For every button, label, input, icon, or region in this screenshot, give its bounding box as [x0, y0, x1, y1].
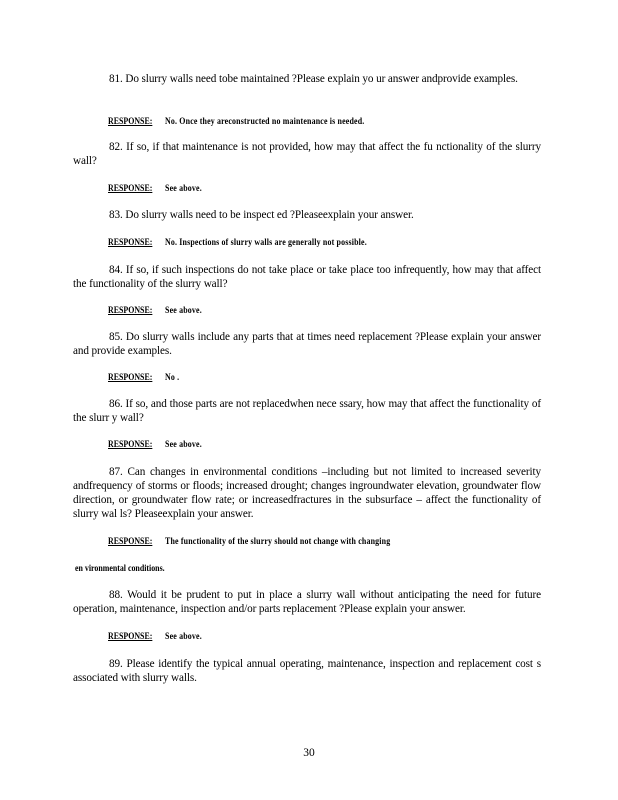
- response-label: RESPONSE:: [108, 183, 153, 193]
- question-81: 81. Do slurry walls need tobe maintained ?Please explain yo ur answer andprovide examples.: [109, 73, 518, 85]
- response-81: [108, 115, 486, 127]
- response-text: No. Once they areconstructed no maintenance is needed.: [165, 116, 365, 126]
- response-label: RESPONSE:: [108, 536, 153, 546]
- response-text: See above.: [165, 439, 202, 449]
- question-87: 87. Can changes in environmental conditions –including but not limited to increased severity andfrequency of storms or floods; increased drought; changes ingroundwater elevation, groundwater flow direction, or groundwater flow rate; or increasedfractures in the subsurface – affect the functionality of slurry wal ls? Pleaseexplain your answer.: [73, 466, 541, 520]
- response-87: [108, 535, 486, 547]
- response-label: RESPONSE:: [108, 116, 153, 126]
- response-88: [108, 630, 486, 642]
- response-text: No .: [165, 372, 180, 382]
- response-label: RESPONSE:: [108, 305, 153, 315]
- response-86: [108, 438, 486, 450]
- response-text: See above.: [165, 183, 202, 193]
- question-86: 86. If so, and those parts are not replacedwhen nece ssary, how may that affect the functionality of the slurr y wall?: [73, 398, 541, 424]
- question-88: 88. Would it be prudent to put in place a slurry wall without anticipating the need for future operation, maintenance, inspection and/or parts replacement ?Please explain your answer.: [73, 589, 541, 615]
- response-82: [108, 182, 486, 194]
- question-84: 84. If so, if such inspections do not take place or take place too infrequently, how may that affect the functionality of the slurry wall?: [73, 264, 541, 290]
- response-84: [108, 304, 486, 316]
- response-text: The functionality of the slurry should not change with changing: [165, 536, 391, 546]
- response-label: RESPONSE:: [108, 439, 153, 449]
- response-83: [108, 236, 486, 248]
- response-label: RESPONSE:: [108, 372, 153, 382]
- question-89: 89. Please identify the typical annual operating, maintenance, inspection and replacement cost s associated with slurry walls.: [73, 658, 541, 684]
- page-number: 30: [303, 747, 315, 759]
- response-87-continued: en vironmental conditions.: [75, 563, 165, 573]
- question-83: 83. Do slurry walls need to be inspect ed ?Pleaseexplain your answer.: [109, 209, 414, 221]
- response-label: RESPONSE:: [108, 237, 153, 247]
- response-text: See above.: [165, 305, 202, 315]
- response-85: [108, 371, 486, 383]
- question-85: 85. Do slurry walls include any parts that at times need replacement ?Please explain your answer and provide examples.: [73, 331, 541, 357]
- response-text: See above.: [165, 631, 202, 641]
- response-label: RESPONSE:: [108, 631, 153, 641]
- question-82: 82. If so, if that maintenance is not provided, how may that affect the fu nctionality of the slurry wall?: [73, 141, 541, 167]
- response-text: No. Inspections of slurry walls are generally not possible.: [165, 237, 367, 247]
